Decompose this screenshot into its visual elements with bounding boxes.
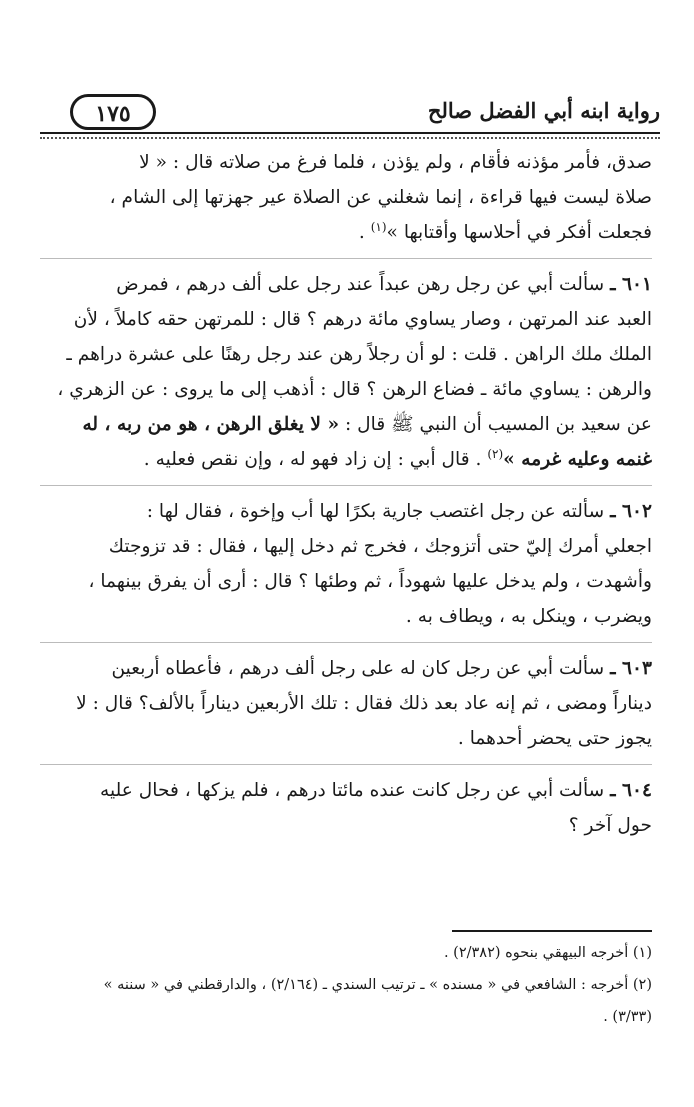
entry-line: ﷺ قال : « لا يغلق الرهن ، هو من ربه ، له غنمه وعليه غرمه »$^{(٢)}$ . [82,414,652,470]
entry-answer: قال : للمرتهن حقه كاملاً ، لأن الملك ملك الراهن . [73,309,652,365]
header-rule [40,132,660,139]
hadith-quote: « لا يغلق الرهن ، هو من ربه ، له غنمه وعليه غرمه » [82,414,652,470]
entry-answer: قال : لا يجوز حتى يحضر أحدهما . [76,693,652,749]
intro-line-3: فجعلت أفكر في أحلاسها وأقتابها »$^{(١)}$ . [358,219,652,243]
entry-604 [40,773,652,843]
entry-line: ٦٠٤ ـ سألت أبي عن رجل كانت عنده مائتا درهم ، فلم يزكها ، فحال عليه [100,780,652,801]
entry-answer: قال : أرى أن يفرق بينهما ، ويضرب ، وينكل به ، ويطاف به . [88,571,652,627]
intro-line-1: صدق، فأمر مؤذنه فأقام ، ولم يؤذن ، فلما فرغ من صلاته قال : « لا [139,152,652,173]
entry-number: ٦٠٤ ـ [610,780,652,801]
footnote-ref-1[interactable]: (١) [370,219,387,234]
entry-line: يساوي مائة ـ فضاع الرهن ؟ [366,379,580,400]
footnotes [40,937,652,1033]
entry-question: قلت : لو أن رجلاً رهن عند رجل رهنًا على عشرة دراهم ـ والرهن : [66,344,652,400]
body-text [40,145,652,843]
entry-number: ٦٠١ ـ [610,274,652,295]
running-header [40,92,660,136]
entry-line: حول آخر ؟ [568,815,652,836]
entry-line: العبد عند المرتهن ، وصار يساوي مائة درهم ؟ [306,309,652,330]
footnote-1: (١) أخرجه البيهقي بنحوه (٢/٣٨٢) . [443,945,652,961]
page-number: ١٧٥ [70,94,156,130]
footnote-rule [452,930,652,932]
entry-line: تزوجتك وأشهدت ، ولم يدخل عليها شهوداً ، ثم وطئها ؟ [108,536,652,592]
intro-paragraph [40,145,652,250]
entry-line: ٦٠١ ـ سألت أبي عن رجل رهن عبداً عند رجل على ألف درهم ، فمرض [116,274,652,295]
entry-line: ٦٠٣ ـ سألت أبي عن رجل كان له على رجل ألف درهم ، فأعطاه أربعين [111,658,652,679]
entry-number: ٦٠٣ ـ [610,658,652,679]
running-title: رواية ابنه أبي الفضل صالح [427,98,660,123]
entry-answer: قال : أذهب إلى ما يروى : عن الزهري ، عن سعيد بن المسيب أن النبي [57,379,652,435]
divider [40,485,652,486]
intro-line-2: صلاة ليست فيها قراءة ، إنما شغلني عن الصلاة عير جهزتها إلى الشام ، [109,187,652,208]
entry-number: ٦٠٢ ـ [610,501,652,522]
divider [40,642,652,643]
entry-line: ديناراً ومضى ، ثم إنه عاد بعد ذلك فقال : تلك الأربعين ديناراً بالألف؟ [138,693,652,714]
divider [40,258,652,259]
divider [40,764,652,765]
entry-line: ٦٠٢ ـ سألته عن رجل اغتصب جارية بكرًا لها أب وإخوة ، فقال لها : [146,501,652,522]
footnote-ref-2[interactable]: (٢) [487,446,504,461]
footnote-2-continued: (٣/٣٣) . [603,1009,652,1025]
footnote-2: (٢) أخرجه : الشافعي في « مسنده » ـ ترتيب السندي ـ (٢/١٦٤) ، والدارقطني في « سننه » [103,977,652,993]
entry-603 [40,651,652,756]
entry-line: اجعلي أمرك إليّ حتى أتزوجك ، فخرج ثم دخل إليها ، فقال : قد [171,536,652,557]
entry-602 [40,494,652,634]
entry-601 [40,267,652,477]
entry-answer: قال أبي : إن زاد فهو له ، وإن نقص فعليه . [143,449,470,470]
